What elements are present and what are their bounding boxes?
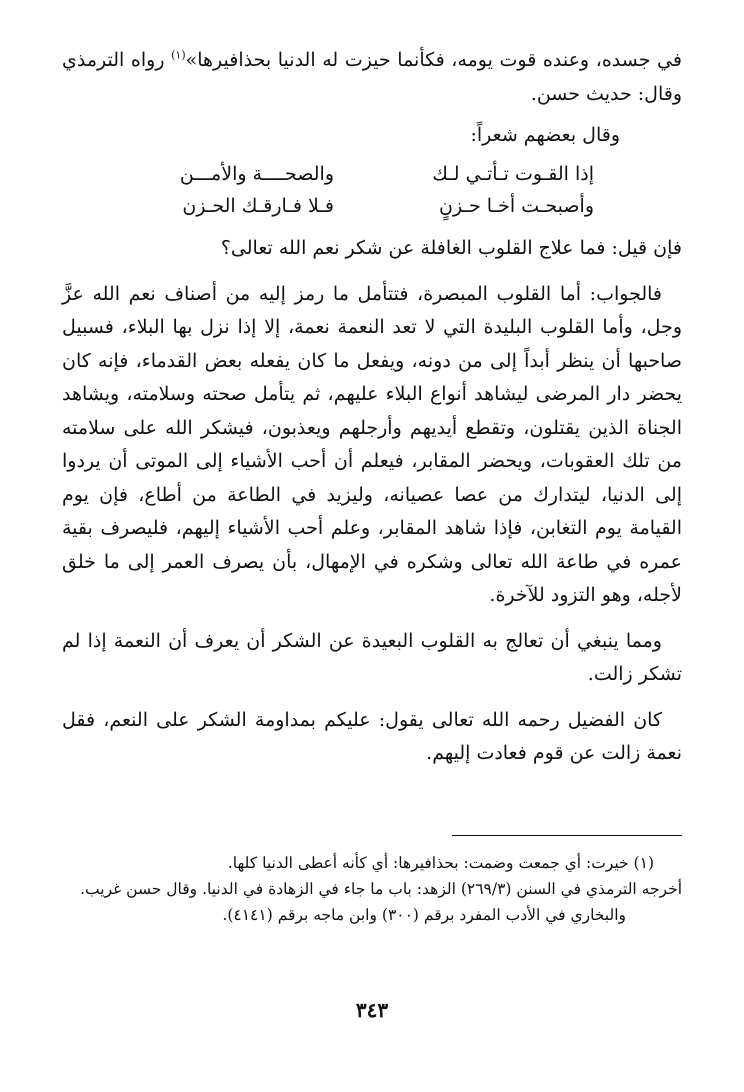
verse-first-hemistich: وأصبحـت أخـا حـزنٍ	[438, 195, 594, 217]
paragraph-text: في جسده، وعنده قوت يومه، فكأنما حيزت له الدنيا بحذافيرها»	[185, 49, 682, 71]
verse-second-hemistich: فـلا فـارقـك الحـزن	[182, 195, 334, 217]
poem-intro: وقال بعضهم شعراً:	[470, 124, 620, 146]
verse-second-hemistich: والصحــــة والأمـــن	[179, 163, 334, 185]
page-number: ٣٤٣	[355, 998, 389, 1022]
footnote-divider	[452, 835, 682, 836]
page-body	[62, 44, 682, 771]
footnote-marker[interactable]: (١)	[171, 48, 186, 62]
remedy-paragraph: ومما ينبغي أن تعالج به القلوب البعيدة عن الشكر أن يعرف أن النعمة إذا لم تشكر زالت.	[62, 629, 682, 685]
footnote-1: (١) خيرت: أي جمعت وضمت: بحذافيرها: أي كأنه أعطى الدنيا كلها.	[227, 854, 654, 872]
footnote-1-source: أخرجه الترمذي في السنن (٢٦٩/٣) الزهد: باب ما جاء في الزهادة في الدنيا. وقال حسن غريب.	[80, 880, 682, 898]
poem-verse	[134, 158, 594, 190]
fudayl-paragraph: كان الفضيل رحمه الله تعالى يقول: عليكم بمداومة الشكر على النعم، فقل نعمة زالت عن قوم فعادت إليهم.	[62, 708, 682, 764]
verse-first-hemistich: إذا القـوت تـأتـي لـك	[432, 163, 594, 185]
poem-verse	[134, 190, 594, 222]
question-paragraph: فإن قيل: فما علاج القلوب الغافلة عن شكر نعم الله تعالى؟	[220, 237, 682, 259]
footnote-1-source-2: والبخاري في الأدب المفرد برقم (٣٠٠) وابن ماجه برقم (٤١٤١).	[222, 906, 626, 924]
answer-paragraph: فالجواب: أما القلوب المبصرة، فتتأمل ما رمز إليه من أصناف نعم الله عزَّ وجل، وأما القلوب البليدة التي لا تعد النعمة نعمة، إلا إذا نزل بها البلاء، فسبيل صاحبها أن ينظر أبداً إلى من دونه، ويفعل ما كان يفعله بعض القدماء، فإنه كان يحضر دار المرضى ليشاهد أنواع البلاء عليهم، ثم يتأمل صحته وسلامته، ويشاهد الجناة الذين يقتلون، وتقطع أيديهم وأرجلهم ويعذبون، فيشكر الله على سلامته من تلك العقوبات، ويحضر المقابر، فيعلم أن أحب الأشياء إلى الموتى أن يردوا إلى الدنيا، ليتدارك من عصا عصيانه، وليزيد في الطاعة من أطاع، فإن يوم القيامة يوم التغابن، فإذا شاهد المقابر، وعلم أحب الأشياء إليهم، فليصرف بقية عمره في طاعة الله تعالى وشكره في الإمهال، بأن يصرف العمر إلى ما خلق لأجله، وهو التزود للآخرة.	[62, 282, 682, 606]
poem-block	[62, 158, 682, 222]
footnotes	[62, 850, 682, 928]
paragraph-text-tail: رواه الترمذي وقال: حديث حسن.	[62, 49, 682, 105]
paragraph-hadith-end	[62, 44, 682, 111]
